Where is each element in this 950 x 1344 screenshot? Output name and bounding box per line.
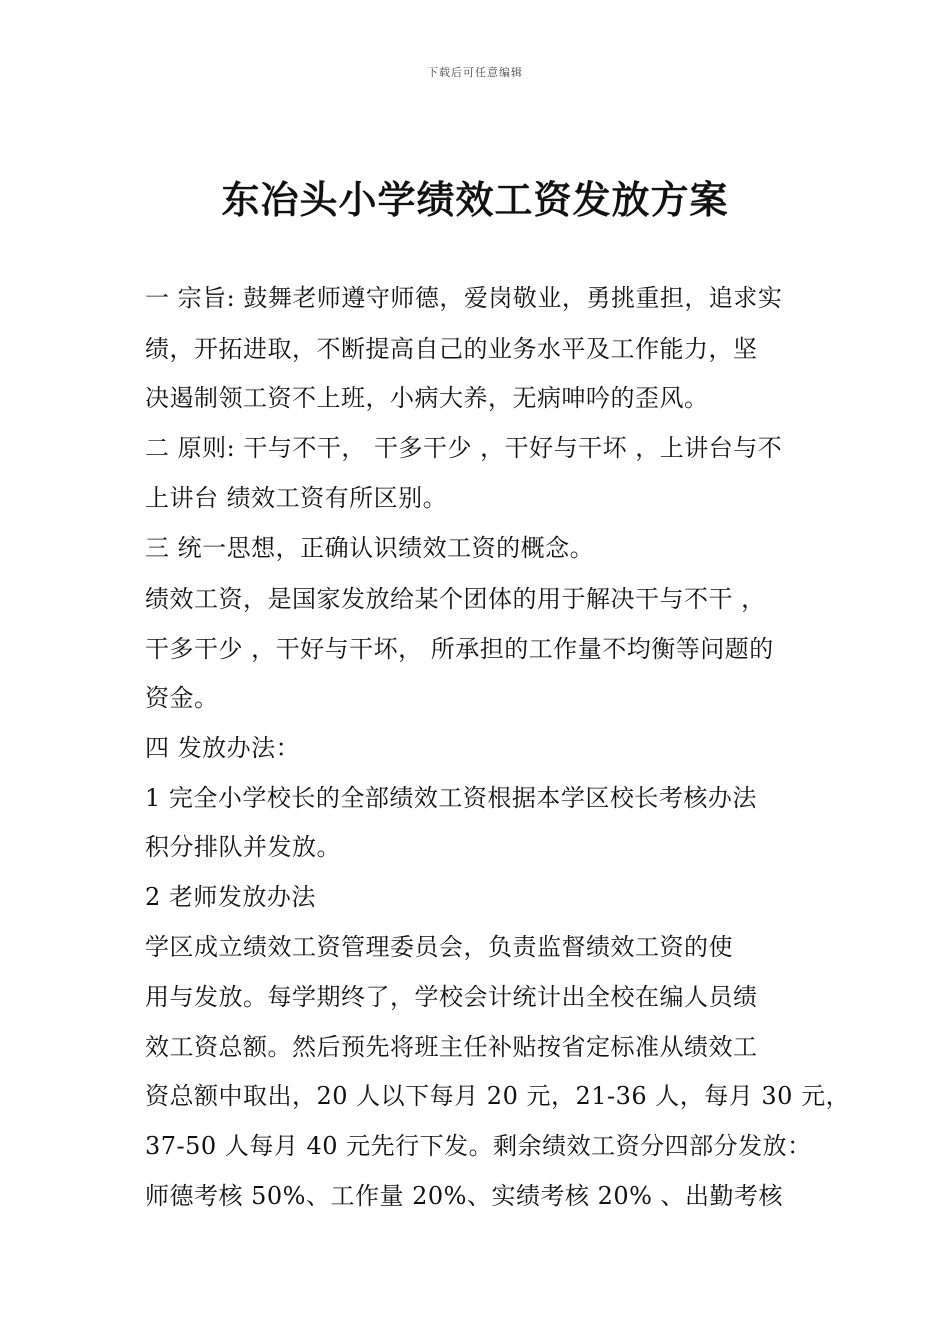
body-line: 积分排队并发放。 (145, 833, 341, 861)
body-line: 上讲台 绩效工资有所区别。 (145, 484, 448, 512)
body-line: 三 统一思想，正确认识绩效工资的概念。 (145, 534, 595, 562)
body-line: 决遏制领工资不上班，小病大养，无病呻吟的歪风。 (145, 384, 709, 412)
body-line: 绩效工资，是国家发放给某个团体的用于解决干与不干 ， (145, 585, 766, 613)
body-line: 资金。 (145, 684, 219, 712)
body-line: 37-50 人每月 40 元先行下发。剩余绩效工资分四部分发放： (145, 1132, 812, 1160)
body-line: 资总额中取出，20 人以下每月 20 元，21-36 人，每月 30 元， (145, 1082, 851, 1110)
body-line: 用与发放。每学期终了，学校会计统计出全校在编人员绩 (145, 983, 758, 1011)
document-title: 东冶头小学绩效工资发放方案 (221, 177, 729, 222)
body-line: 师德考核 50%、工作量 20%、实绩考核 20% 、出勤考核 (145, 1182, 784, 1210)
body-line: 四 发放办法： (145, 734, 301, 762)
body-line: 效工资总额。然后预先将班主任补贴按省定标准从绩效工 (145, 1033, 758, 1061)
body-line: 2 老师发放办法 (145, 883, 316, 911)
body-line: 一 宗旨: 鼓舞老师遵守师德，爱岗敬业，勇挑重担，追求实 (145, 284, 783, 312)
body-line: 二 原则: 干与不干， 干多干少 ，干好与干坏 ，上讲台与不 (145, 434, 783, 462)
body-line: 1 完全小学校长的全部绩效工资根据本学区校长考核办法 (145, 784, 757, 812)
body-line: 学区成立绩效工资管理委员会，负责监督绩效工资的使 (145, 933, 733, 961)
body-line: 绩，开拓进取，不断提高自己的业务水平及工作能力，坚 (145, 335, 758, 363)
body-line: 干多干少 ，干好与干坏， 所承担的工作量不均衡等问题的 (145, 635, 774, 663)
header-note: 下载后可任意编辑 (427, 66, 523, 79)
